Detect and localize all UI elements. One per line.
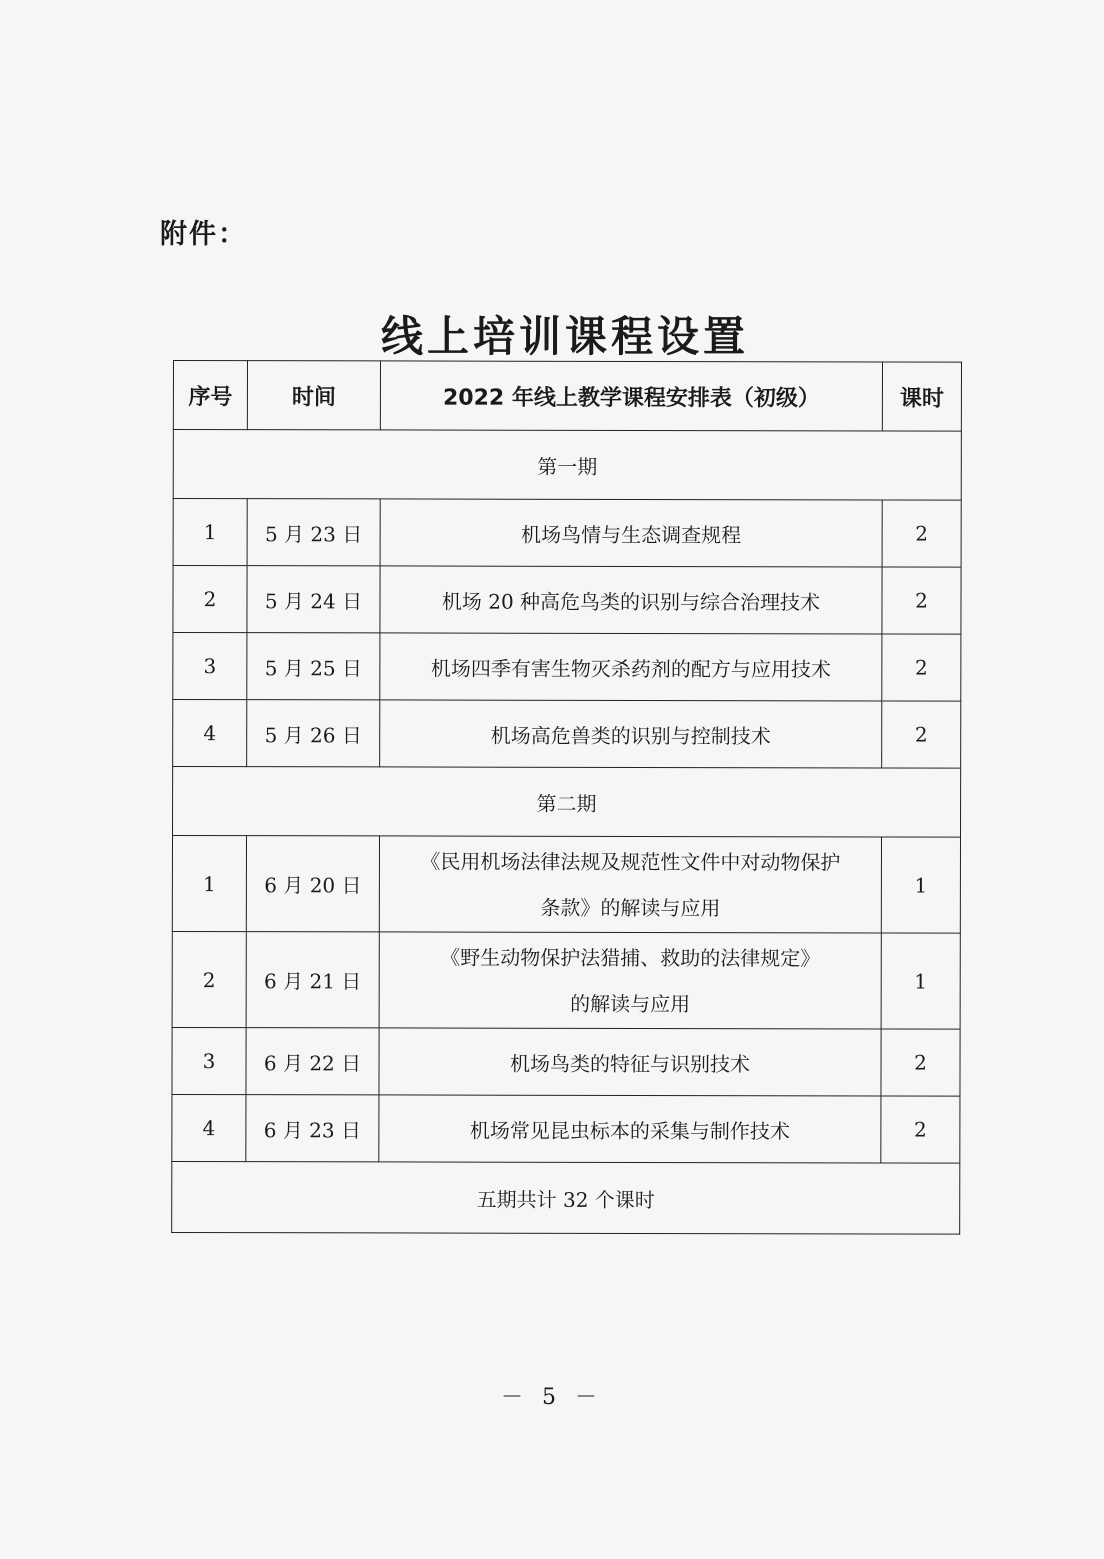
cell-course: 机场四季有害生物灭杀药剂的配方与应用技术: [380, 633, 882, 701]
cell-no: 3: [173, 633, 247, 700]
table-row: [172, 836, 960, 934]
cell-no: 3: [172, 1027, 246, 1094]
header-no: 序号: [173, 361, 247, 430]
cell-course: 机场鸟类的特征与识别技术: [379, 1028, 881, 1096]
header-date: 时间: [247, 361, 380, 430]
cell-date: 5 月 26 日: [247, 700, 380, 767]
cell-hours: 2: [882, 701, 961, 768]
course-line: 条款》的解读与应用: [540, 895, 721, 920]
attachment-label: 附件：: [160, 219, 247, 250]
table-row: [173, 566, 961, 635]
cell-date: 5 月 25 日: [247, 633, 380, 700]
page-title: 线上培训课程设置: [380, 312, 749, 361]
phase-row: [173, 767, 961, 838]
course-schedule-table: [171, 360, 962, 1235]
cell-course: 机场高危兽类的识别与控制技术: [380, 700, 882, 768]
cell-hours: 2: [882, 567, 961, 634]
cell-no: 4: [173, 700, 247, 767]
cell-course: [379, 932, 881, 1029]
cell-hours: 2: [881, 1029, 960, 1096]
header-hours: 课时: [882, 362, 961, 431]
cell-no: 1: [173, 499, 247, 566]
cell-hours: 2: [882, 634, 961, 701]
course-line: 《民用机场法律法规及规范性文件中对动物保护: [420, 849, 841, 874]
cell-course: 机场 20 种高危鸟类的识别与综合治理技术: [380, 566, 882, 634]
table-row: [172, 1094, 960, 1163]
cell-date: 6 月 21 日: [246, 932, 379, 1028]
header-course: 2022 年线上教学课程安排表（初级）: [380, 361, 882, 431]
cell-hours: 1: [881, 837, 960, 933]
cell-hours: 2: [882, 500, 961, 567]
table-row: [172, 931, 960, 1029]
cell-course: 机场鸟情与生态调查规程: [380, 499, 882, 567]
course-line: 《野生动物保护法猎捕、救助的法律规定》: [440, 945, 821, 970]
cell-no: 4: [172, 1094, 246, 1161]
table-header-row: [173, 361, 961, 432]
cell-date: 6 月 23 日: [246, 1095, 379, 1162]
total-row: [172, 1161, 960, 1234]
total-hours-label: 五期共计 32 个课时: [172, 1161, 960, 1234]
cell-course: 机场常见昆虫标本的采集与制作技术: [379, 1095, 881, 1163]
cell-hours: 2: [881, 1096, 960, 1163]
table-row: [173, 499, 961, 568]
phase-row: [173, 430, 961, 501]
cell-date: 6 月 20 日: [246, 836, 379, 932]
phase-label: 第一期: [173, 430, 961, 501]
table-row: [172, 1027, 960, 1096]
table-row: [173, 633, 961, 702]
course-line: 的解读与应用: [570, 991, 691, 1016]
phase-label: 第二期: [173, 767, 961, 838]
page-number: － 5 －: [501, 1385, 603, 1410]
cell-no: 2: [172, 931, 246, 1027]
table-row: [173, 700, 961, 769]
cell-date: 5 月 23 日: [247, 499, 380, 566]
cell-date: 6 月 22 日: [246, 1028, 379, 1095]
cell-date: 5 月 24 日: [247, 566, 380, 633]
cell-hours: 1: [881, 933, 960, 1029]
cell-no: 2: [173, 566, 247, 633]
cell-no: 1: [172, 836, 246, 932]
cell-course: [379, 836, 881, 933]
